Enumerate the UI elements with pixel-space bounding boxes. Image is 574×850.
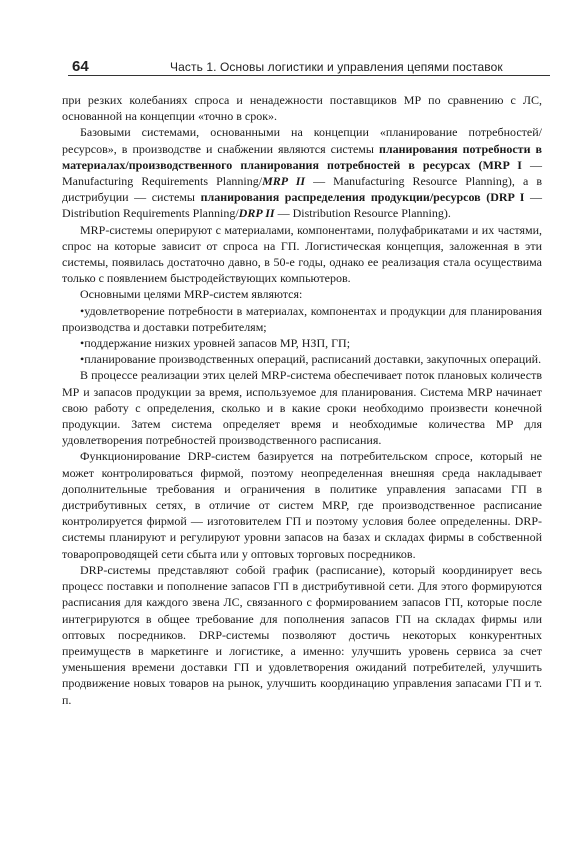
running-title: Часть 1. Основы логистики и управления цепями поставок: [170, 60, 503, 74]
paragraph: DRP-системы представляют собой график (расписание), который координирует весь процесс поставки и пополнение запасов ГП в дистрибутивной сети. Для этого формируются расписания для каждого звена ЛС, связанного с формированием запасов ГП, которые после интегрируются в общее требование для пополнения запасов ГП на складах фирмы или оптовых посредников. DRP-системы позволяют достичь некоторых конкурентных преимуществ в маркетинге и логистике, а именно: улучшить уровень сервиса за счет уменьшения времени доставки ГП и удовлетворения ожиданий потребителей, улучшить продвижение новых товаров на рынок, улучшить координацию управления запасами ГП и т. п.: [62, 562, 542, 707]
paragraph: [62, 124, 542, 221]
bullet-text: планирование производственных операций, расписаний доставки, закупочных операций.: [84, 352, 542, 367]
bold-term: DRP II: [238, 206, 275, 221]
paragraph: Основными целями MRP-систем являются:: [80, 287, 303, 302]
text-run: — Distribution Resource Planning).: [274, 206, 451, 221]
bullet-text: поддержание низких уровней запасов МР, НЗП, ГП;: [84, 336, 351, 351]
bold-term: MRP II: [262, 174, 306, 189]
paragraph: В процессе реализации этих целей MRP-система обеспечивает поток плановых количеств МР и запасов продукции за время, используемое для планирования. Система MRP начинает свою работу с определения, сколько и в какие сроки необходимо произвести конечной продукции. Затем система определяет время и необходимые количества МР для удовлетворения потребностей производственного расписания.: [62, 368, 542, 448]
bullet-item: [62, 303, 542, 335]
bold-term: планирования потребности в материалах/производственного планирования потребностей в ресурсах (MRP I: [62, 141, 542, 172]
header-rule: [68, 75, 550, 76]
text-run: Базовыми системами, основанными на концепции «планирование потребностей/ ресурсов», в производстве и снабжении являются системы: [62, 125, 542, 156]
page-body: [62, 92, 542, 708]
page-header: [60, 0, 542, 75]
paragraph: MRP-системы оперируют с материалами, компонентами, полуфабрикатами и их частями, спрос на которые зависит от спроса на ГП. Логистическая концепция, заложенная в эти системы, появилась достаточно давно, в 50-е годы, однако ее реализация стала осуществима только с появлением быстродействующих компьютеров.: [62, 222, 542, 286]
page-number: 64: [72, 58, 89, 75]
bullet-icon: •: [80, 336, 85, 351]
text-run: — Manufacturing Requirements Planning/: [62, 157, 543, 189]
text-run: — Distribution Requirements Planning/: [62, 190, 542, 221]
text-run: — Manufacturing Resource Planning), а в дистрибуции — системы: [62, 174, 542, 205]
bold-term: планирования распределения продукции/ресурсов (DRP I: [200, 190, 525, 205]
paragraph: при резких колебаниях спроса и ненадежности поставщиков МР по сравнению с ЛС, основанной на концепции «точно в срок».: [62, 93, 542, 124]
bullet-text: удовлетворение потребности в материалах, компонентах и продукции для планирования производства и доставки потребителям;: [62, 303, 542, 334]
bullet-icon: •: [80, 303, 85, 318]
bullet-item: [62, 351, 542, 367]
bullet-icon: •: [80, 352, 85, 367]
bullet-item: [62, 335, 542, 351]
paragraph: Функционирование DRP-систем базируется на потребительском спросе, который не может контролироваться фирмой, поэтому неопределенная внешняя среда накладывает дополнительные требования и ограничения в политике управления запасами ГП в дистрибутивных сетях, в отличие от систем MRP, где производственное расписание контролируется фирмой — изготовителем ГП и поэтому условия более определенны. DRP-системы планируют и регулируют уровни запасов на базах и складах фирмы в собственной товаропроводящей сети сбыта или у оптовых торговых посредников.: [62, 449, 542, 561]
